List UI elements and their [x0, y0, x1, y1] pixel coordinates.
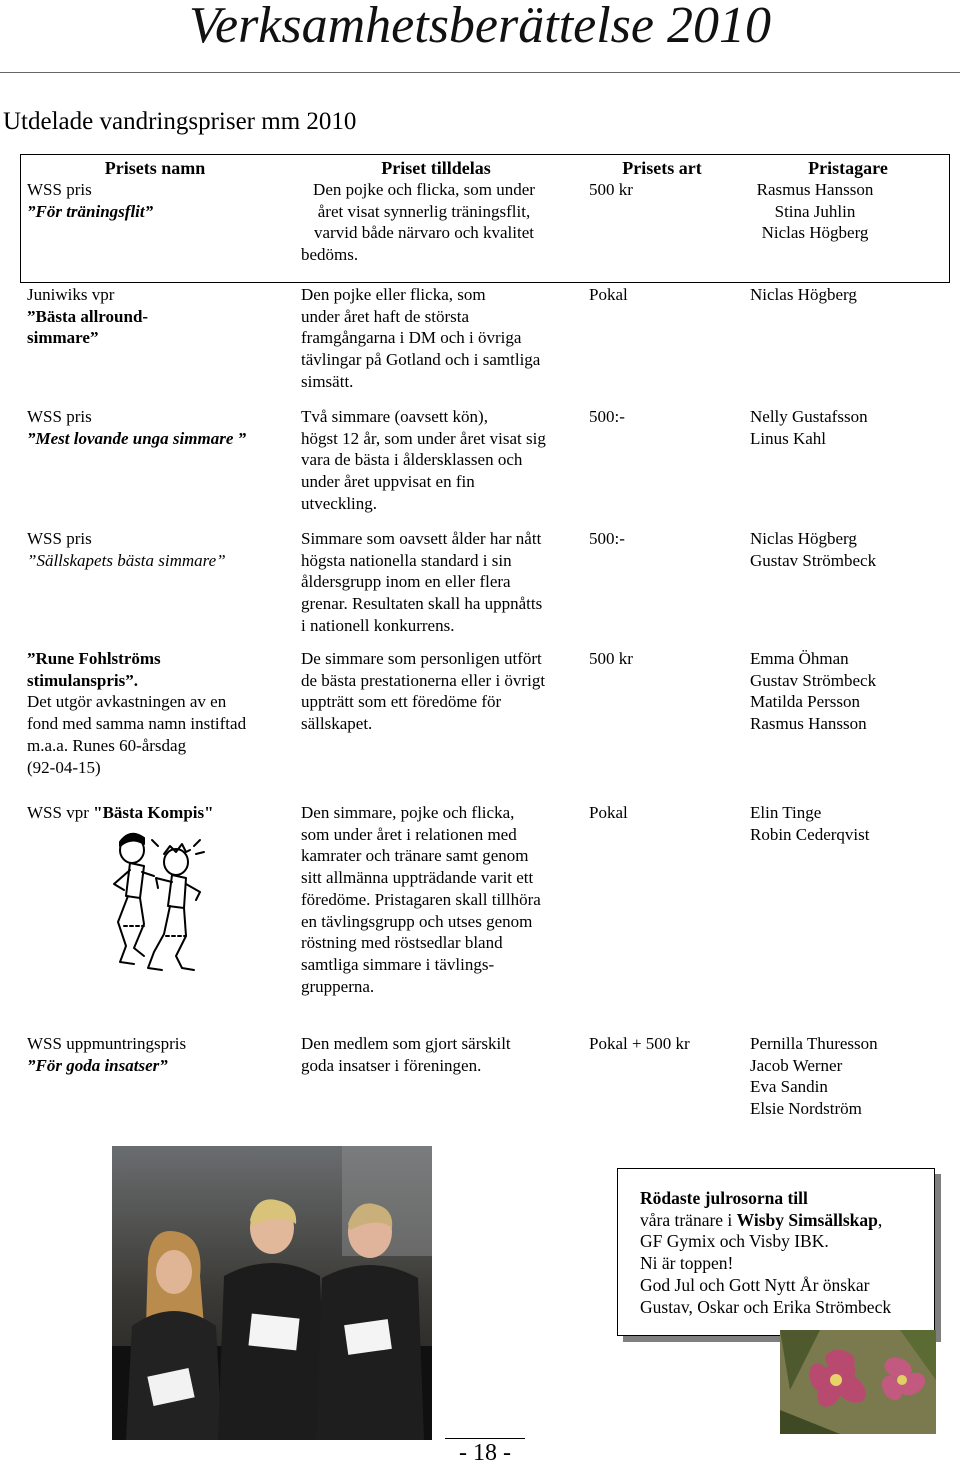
cartoon-kids-illustration: [100, 826, 220, 976]
christmas-rose-photo: [780, 1330, 936, 1434]
table-row-2-winners: Niclas Högberg: [750, 285, 857, 304]
table-row-7-type: Pokal + 500 kr: [589, 1034, 690, 1053]
table-row-4-name: WSS pris ”Sällskapets bästa simmare”: [27, 529, 226, 570]
table-row-1-awarded: Den pojke och flicka, som under året visat synnerlig träningsflit, varvid både närvaro och kvalitet bedöms.: [301, 180, 535, 265]
footer-divider: [445, 1438, 525, 1439]
table-row-1-type: 500 kr: [589, 180, 633, 199]
greeting-line-2: våra tränare i Wisby Simsällskap,: [640, 1209, 883, 1230]
christmas-greeting-box: Rödaste julrosorna till våra tränare i Wisby Simsällskap, GF Gymix och Visby IBK. Ni är toppen! God Jul och Gott Nytt År önskar Gustav, Oskar och Erika Strömbeck: [617, 1168, 935, 1336]
page-header-title: Verksamhetsberättelse 2010: [188, 0, 771, 54]
page-number: - 18 -: [459, 1440, 511, 1466]
table-row-2-name: Juniwiks vpr ”Bästa allround- simmare”: [27, 285, 149, 348]
header-pristagare: Pristagare: [808, 158, 888, 178]
table-row-3-name: WSS pris ”Mest lovande unga simmare ”: [27, 407, 247, 448]
table-row-5-name: ”Rune Fohlströms stimulanspris”. Det utgör avkastningen av en fond med samma namn instiftad m.a.a. Runes 60-årsdag (92-04-15): [27, 649, 247, 777]
table-row-3-winners: Nelly Gustafsson Linus Kahl: [750, 407, 868, 448]
table-row-1-winners: Rasmus Hansson Stina Juhlin Niclas Högberg: [756, 180, 874, 243]
table-row-3-awarded: Två simmare (oavsett kön), högst 12 år, som under året visat sig vara de bästa i åldersklassen och under året uppvisat en fin utveckling.: [301, 407, 546, 513]
table-row-6-type: Pokal: [589, 803, 628, 822]
christmas-rose-drawing: [780, 1330, 936, 1434]
table-row-6-name: WSS vpr "Bästa Kompis": [27, 803, 214, 822]
header-priset-tilldelas: Priset tilldelas: [381, 158, 491, 178]
table-row-5-winners: Emma Öhman Gustav Strömbeck Matilda Persson Rasmus Hansson: [750, 649, 877, 734]
table-row-2-awarded: Den pojke eller flicka, som under året haft de största framgångarna i DM och i övriga tävlingar på Gotland och i samtliga simsätt.: [301, 285, 541, 391]
header-prisets-art: Prisets art: [622, 158, 702, 178]
table-row-5-type: 500 kr: [589, 649, 633, 668]
table-row-5-awarded: De simmare som personligen utfört de bästa prestationerna eller i övrigt uppträtt som ett föredöme för sällskapet.: [301, 649, 546, 734]
header-divider: [0, 72, 960, 73]
table-row-6-winners: Elin Tinge Robin Cederqvist: [750, 803, 870, 844]
table-row-2-type: Pokal: [589, 285, 628, 304]
table-row-7-awarded: Den medlem som gjort särskilt goda insatser i föreningen.: [301, 1034, 511, 1075]
table-row-1-name: WSS pris ”För träningsflit”: [27, 180, 154, 221]
table-row-4-winners: Niclas Högberg Gustav Strömbeck: [750, 529, 877, 570]
swimmers-photo: [112, 1146, 432, 1440]
table-row-3-type: 500:-: [589, 407, 625, 426]
swimmers-photo-drawing: [112, 1146, 432, 1440]
table-row-7-winners: Pernilla Thuresson Jacob Werner Eva Sandin Elsie Nordström: [750, 1034, 878, 1119]
table-row-6-awarded: Den simmare, pojke och flicka, som under året i relationen med kamrater och tränare samt genom sitt allmänna uppträdande varit ett föredöme. Pristagaren skall tillhöra en tävlingsgrupp och utses genom röstning med röstsedlar bland samtliga simmare i tävlings- grupperna.: [301, 803, 541, 996]
header-prisets-namn: Prisets namn: [104, 158, 206, 178]
table-row-4-type: 500:-: [589, 529, 625, 548]
section-title: Utdelade vandringspriser mm 2010: [3, 108, 357, 135]
table-row-7-name: WSS uppmuntringspris ”För goda insatser”: [27, 1034, 187, 1075]
table-row-4-awarded: Simmare som oavsett ålder har nått högsta nationella standard i sin åldersgrupp inom en eller flera grenar. Resultaten skall ha uppnåtts i nationell konkurrens.: [301, 529, 543, 635]
